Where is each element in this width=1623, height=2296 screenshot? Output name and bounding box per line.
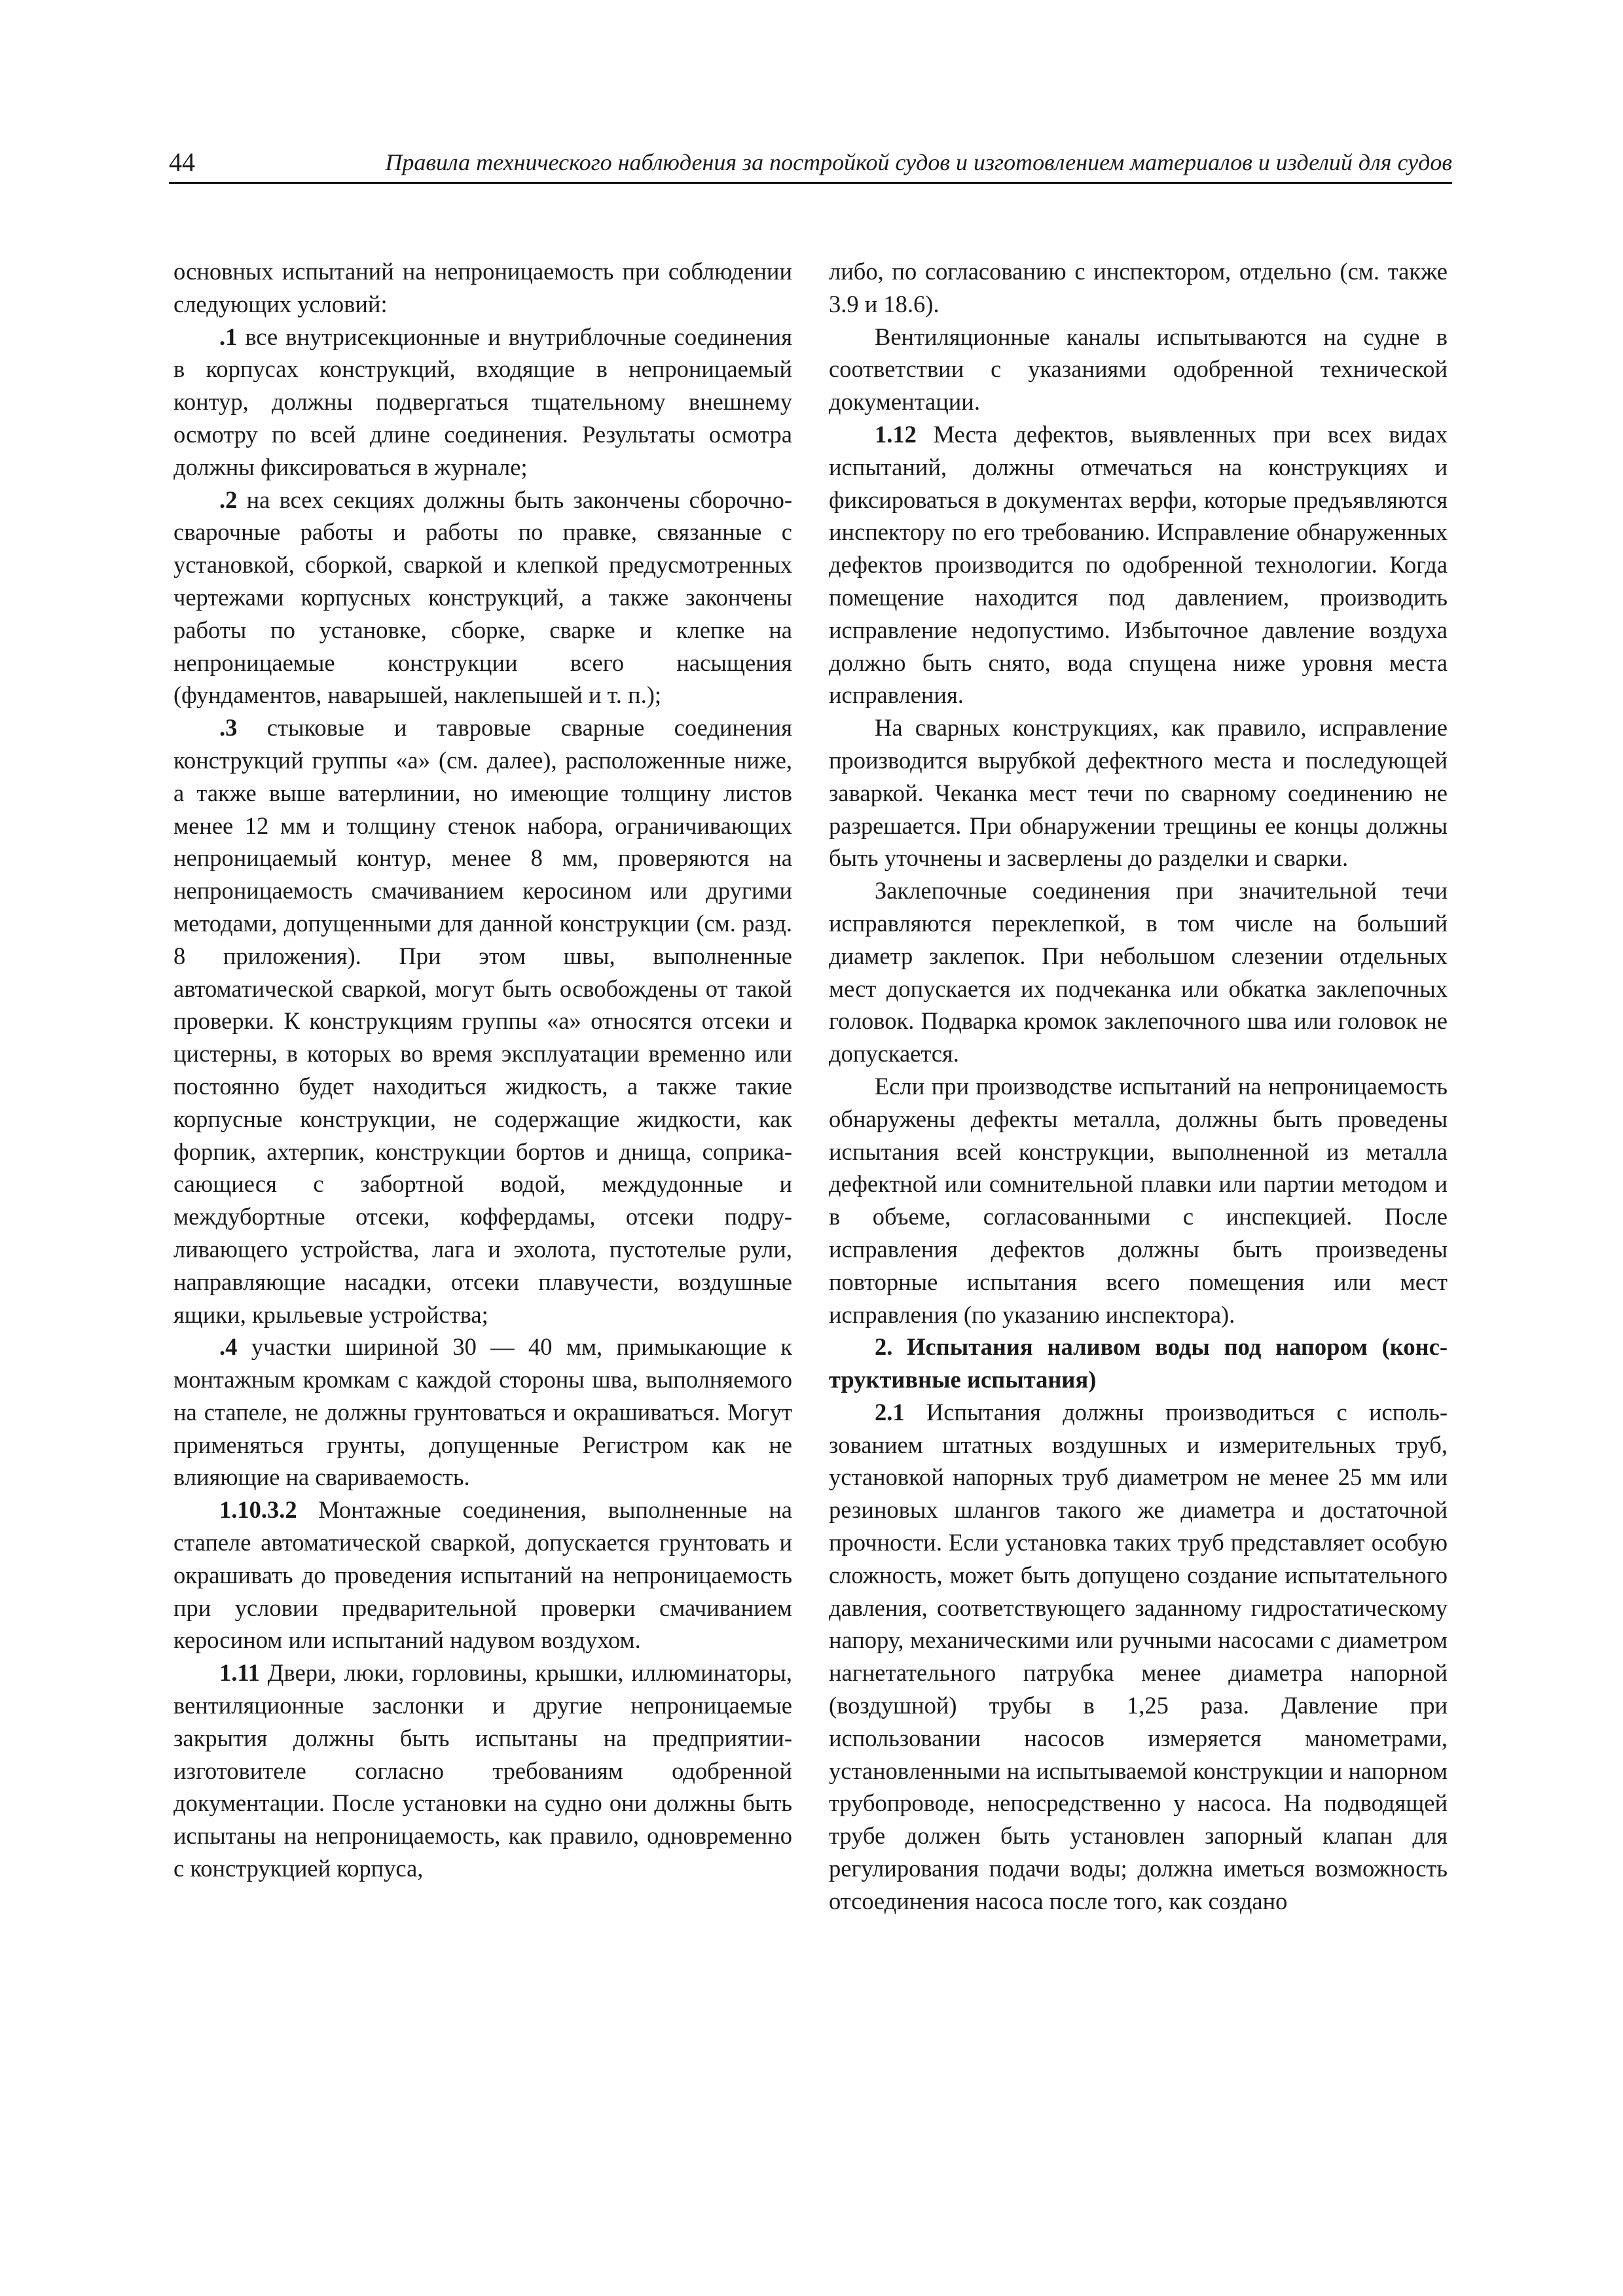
paragraph-text: На сварных конструкциях, как правило, исправление производится вырубкой дефектного места и последующей заваркой. Чеканка мест течи по сварному соединению не разрешается. При обнаружении трещины ее концы должны быть уточнены и засверлены до разделки и сварки.	[829, 714, 1448, 872]
running-title: Правила технического наблюдения за постройкой судов и изготовлением материалов и изделий для судов	[385, 149, 1452, 175]
paragraph-text: либо, по согласованию с инспектором, отдельно (см. также 3.9 и 18.6).	[829, 258, 1448, 317]
clause-number: .1	[219, 323, 238, 350]
paragraph-text: Вентиляционные каналы испытываются на судне в соответствии с указаниями одобренной технической документации.	[829, 323, 1448, 416]
clause-number: 1.10.3.2	[219, 1496, 297, 1524]
paragraph-text: Двери, люки, горловины, крышки, иллюминаторы, вентиляционные заслонки и другие непроницаемые закрытия должны быть испытаны на предприятии-изготовителе согласно требованиям одобренной документации. После установки на судно они должны быть испытаны на непроницаемость, как правило, одновременно с конструкцией корпуса,	[173, 1659, 792, 1882]
paragraph	[829, 1070, 1448, 1331]
paragraph	[829, 874, 1448, 1070]
page-number: 44	[169, 147, 195, 177]
paragraph-text: на всех секциях должны быть закончены сборочно-сварочные работы и работы по правке, связанные с установкой, сборкой, сваркой и клепкой предусмотренных чертежами корпусных конструкций, а также закончены работы по установке, сборке, сварке и клепке на непроницаемые конструкции всего насыщения (фундаментов, наварышей, наклепышей и т. п.);	[173, 486, 792, 709]
clause-number: 2.1	[875, 1398, 905, 1426]
paragraph	[829, 255, 1448, 321]
right-column	[829, 255, 1448, 1918]
paragraph	[173, 255, 792, 321]
clause-paragraph	[829, 1396, 1448, 1918]
section-heading	[829, 1331, 1448, 1396]
clause-paragraph	[829, 418, 1448, 711]
clause-paragraph	[173, 1657, 792, 1885]
paragraph-text: основных испытаний на непроницаемость при соблюдении следующих условий:	[173, 258, 792, 317]
paragraph-text: стыковые и тавровые сварные соединения конструкций группы «а» (см. далее), расположенные ниже, а также выше ватерлинии, но имеющие толщину листов менее 12 мм и толщину стенок набора, ограничивающих непроницаемый контур, менее 8 мм, проверяются на непроницаемость смачиванием керосином или другими методами, допущенными для данной конструкции (см. разд. 8 приложения). При этом швы, выполненные автоматической сваркой, могут быть освобождены от такой проверки. К конструкциям группы «а» относятся отсеки и цистерны, в которых во время эксплуатации временно или постоянно будет находиться жидкость, а также такие корпусные конструкции, не содержащие жидкости, как форпик, ахтерпик, конструкции бортов и днища, соприкасающиеся с забортной водой, междудонные и междубортные отсеки, коффердамы, отсеки подруливающего устройства, лага и эхолота, пустотелые рули, направляющие насадки, отсеки плавучести, воздушные ящики, крыльевые устройства;	[173, 714, 792, 1328]
paragraph-text: Если при производстве испытаний на непроницаемость обнаружены дефекты металла, должны быть проведены испытания всей конструкции, выполненной из металла дефектной или сомнительной плавки или партии методом и в объеме, согласованными с инспекцией. После исправления дефектов должны быть произведены повторные испытания всего помещения или мест исправления (по указанию инспектора).	[829, 1072, 1448, 1328]
paragraph	[829, 711, 1448, 874]
paragraph-text: участки шириной 30 — 40 мм, примыкающие к монтажным кромкам с каждой стороны шва, выполняемого на стапеле, не должны грунтоваться и окрашиваться. Могут применяться грунты, допущенные Регистром как не влияющие на свариваемость.	[173, 1333, 792, 1491]
paragraph-text: Места дефектов, выявленных при всех видах испытаний, должны отмечаться на конструкциях и фиксироваться в документах верфи, которые предъявляются инспектору по его требованию. Исправление обнаруженных дефектов производится по одобренной технологии. Когда помещение находится под давлением, производить исправление недопустимо. Избыточное давление воздуха должно быть снято, вода спущена ниже уровня места исправления.	[829, 420, 1448, 709]
paragraph	[829, 321, 1448, 418]
paragraph-text: Монтажные соединения, выполненные на стапеле автоматической сваркой, допускается грунтовать и окрашивать до проведения испытаний на непроницаемость при условии предварительной проверки смачиванием керосином или испытаний надувом воздухом.	[173, 1496, 792, 1654]
heading-text: 2. Испытания наливом воды под напором (конструктивные испытания)	[829, 1333, 1448, 1393]
left-column	[173, 255, 792, 1885]
clause-paragraph	[173, 321, 792, 484]
page-header	[169, 143, 1452, 184]
clause-number: 1.12	[875, 420, 917, 448]
paragraph-text: Испытания должны производиться с использованием штатных воздушных и измерительных труб, установкой напорных труб диаметром не менее 25 мм или резиновых шлангов такого же диаметра и достаточной прочности. Если установка таких труб представляет особую сложность, может быть допущено создание испытательного давления, соответствующего заданному гидростатическому напору, механическими или ручными насосами с диаметром нагнетательного патрубка менее диаметра напорной (воздушной) трубы в 1,25 раза. Давление при использовании насосов измеряется манометрами, установленными на испытываемой конструкции и напорном трубопроводе, непосредственно у насоса. На подводящей трубе должен быть установлен запорный клапан для регулирования подачи воды; должна иметься возможность отсоединения насоса после того, как создано	[829, 1398, 1448, 1914]
clause-number: .4	[219, 1333, 238, 1361]
clause-number: .2	[219, 486, 238, 513]
clause-paragraph	[173, 1494, 792, 1657]
clause-number: 1.11	[219, 1659, 260, 1687]
paragraph-text: Заклепочные соединения при значительной течи исправляются переклепкой, в том числе на больший диаметр заклепок. При небольшом слезении отдельных мест допускается их подчеканка или обкатка заклепочных головок. Подварка кромок заклепочного шва или головок не допускается.	[829, 877, 1448, 1067]
clause-paragraph	[173, 711, 792, 1331]
clause-paragraph	[173, 484, 792, 712]
paragraph-text: все внутрисекционные и внутриблочные соединения в корпусах конструкций, входящие в непроницаемый контур, должны подвергаться тщательному внешнему осмотру по всей длине соединения. Результаты осмотра должны фиксироваться в журнале;	[173, 323, 792, 480]
clause-number: .3	[219, 714, 238, 742]
clause-paragraph	[173, 1331, 792, 1494]
